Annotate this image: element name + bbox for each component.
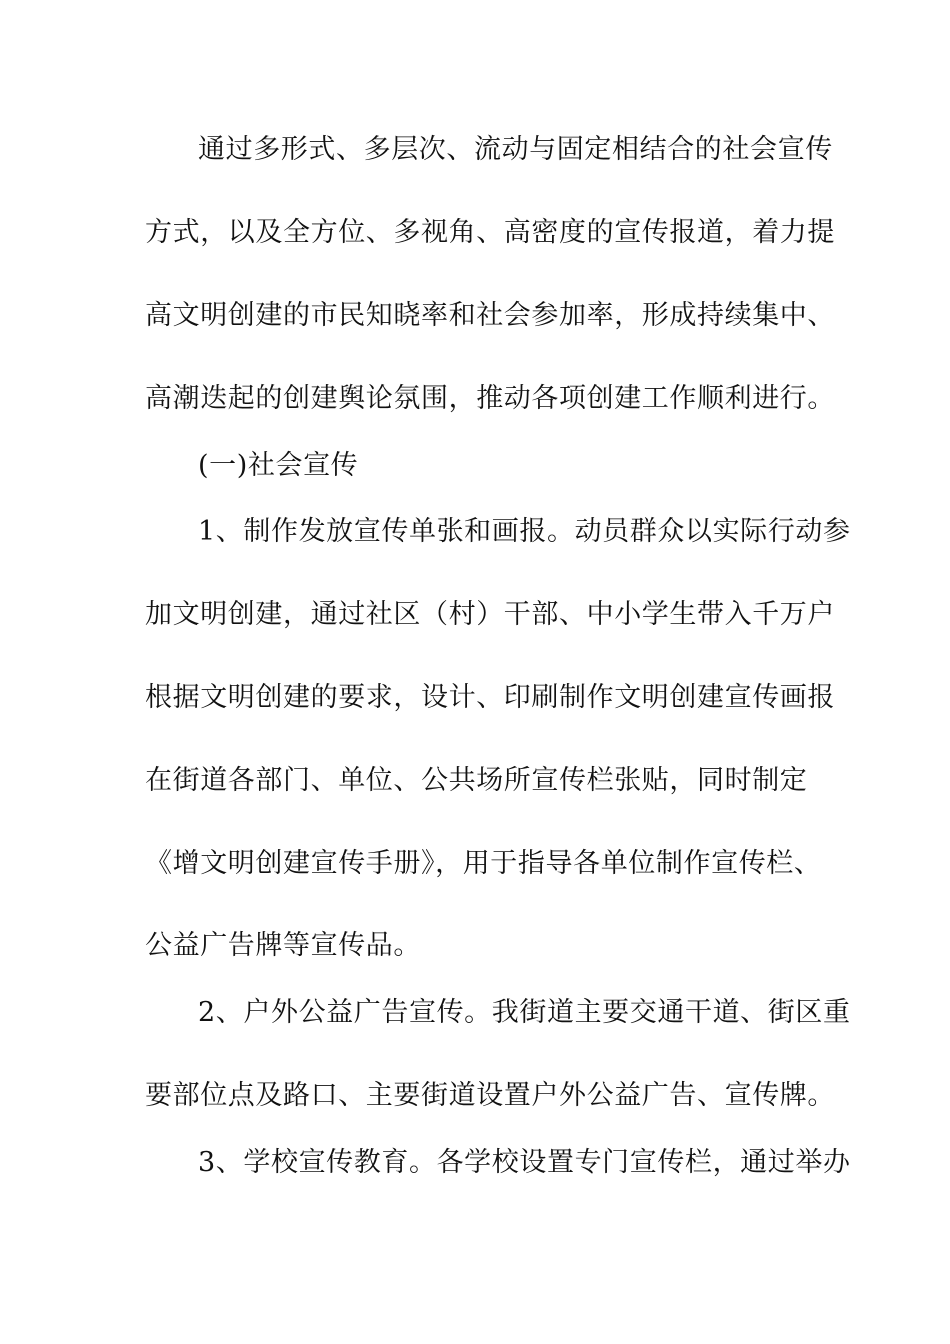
paragraph-line-7: 加文明创建，通过社区（村）干部、中小学生带入千万户 [145, 599, 835, 630]
paragraph-line-1: 通过多形式、多层次、流动与固定相结合的社会宣传 [198, 134, 833, 165]
paragraph-line-10: 《增文明创建宣传手册》，用于指导各单位制作宣传栏、 [145, 848, 822, 879]
paragraph-line-8: 根据文明创建的要求，设计、印刷制作文明创建宣传画报 [145, 682, 835, 713]
paragraph-line-14: 3、学校宣传教育。各学校设置专门宣传栏，通过举办 [198, 1147, 851, 1178]
paragraph-line-13: 要部位点及路口、主要街道设置户外公益广告、宣传牌。 [145, 1080, 835, 1111]
paragraph-line-2: 方式，以及全方位、多视角、高密度的宣传报道，着力提 [145, 217, 835, 248]
paragraph-line-12: 2、户外公益广告宣传。我街道主要交通干道、街区重 [198, 997, 851, 1028]
paragraph-line-3: 高文明创建的市民知晓率和社会参加率，形成持续集中、 [145, 300, 835, 331]
paragraph-line-11: 公益广告牌等宣传品。 [145, 930, 421, 961]
paragraph-line-4: 高潮迭起的创建舆论氛围，推动各项创建工作顺利进行。 [145, 383, 835, 414]
section-heading: (一)社会宣传 [198, 450, 359, 481]
paragraph-line-6: 1、制作发放宣传单张和画报。动员群众以实际行动参 [198, 516, 851, 547]
paragraph-line-9: 在街道各部门、单位、公共场所宣传栏张贴，同时制定 [145, 765, 808, 796]
